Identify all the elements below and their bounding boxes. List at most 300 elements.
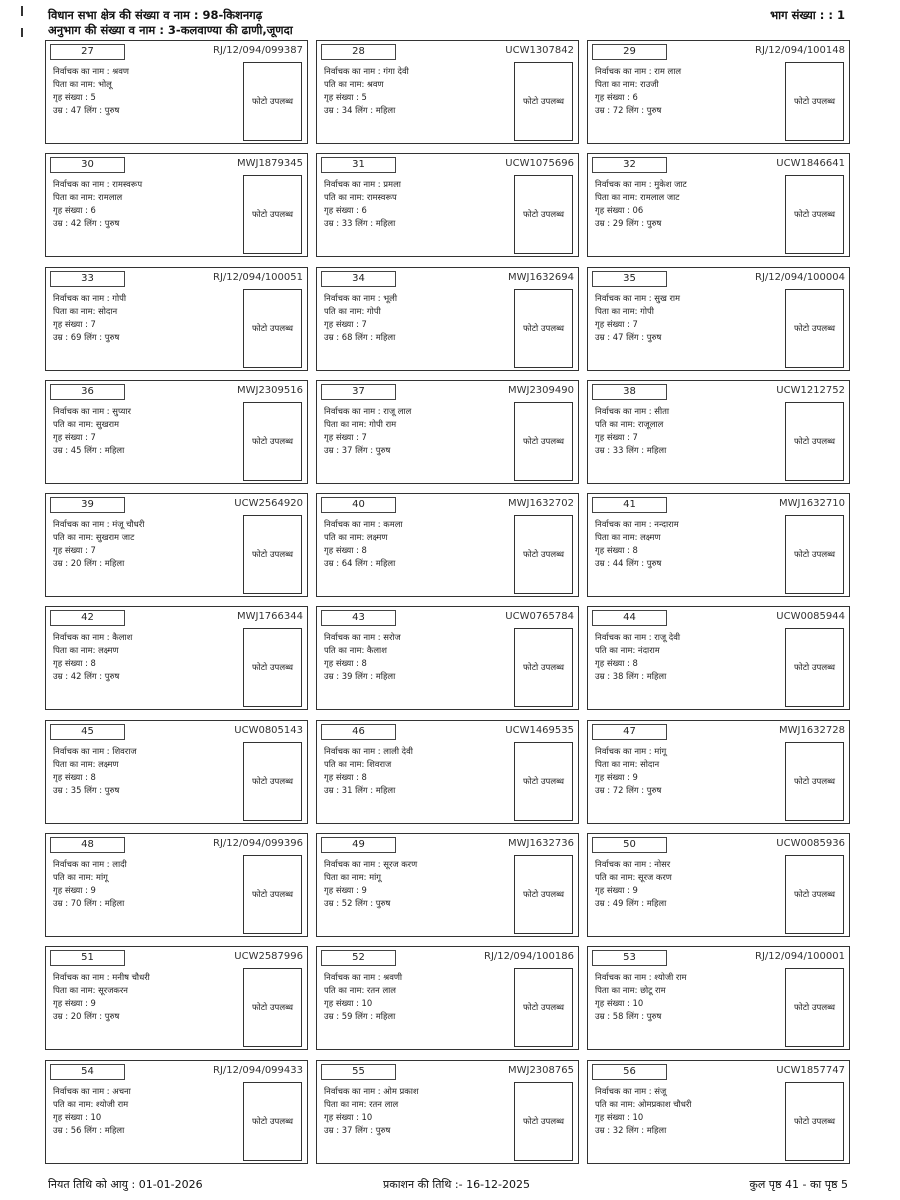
photo-label: फोटो उपलब्ध: [522, 776, 565, 787]
voter-name: निर्वाचक का नाम : कमला: [324, 519, 403, 530]
relative-name: पति का नाम: मांगू: [53, 872, 108, 883]
voter-details: [53, 292, 126, 344]
house-number: गृह संख्या : 10: [595, 998, 644, 1009]
epic-number: MWJ2308765: [507, 1064, 574, 1076]
house-number: गृह संख्या : 8: [53, 658, 96, 669]
voter-card: [316, 380, 579, 484]
epic-number: UCW1857747: [776, 1064, 845, 1076]
age-gender: उम्र : 29 लिंग : पुरुष: [595, 218, 662, 229]
relative-name: पति का नाम: गोपी: [324, 305, 381, 316]
house-number: गृह संख्या : 5: [324, 92, 367, 102]
voter-card: [316, 493, 579, 597]
serial-number: 44: [592, 610, 667, 626]
relative-name: पिता का नाम: राउजी: [595, 79, 659, 89]
epic-number: MWJ1879345: [236, 158, 303, 170]
voter-name: निर्वाचक का नाम : मांगू: [595, 745, 667, 756]
serial-number: 41: [592, 497, 667, 513]
voter-details: [53, 518, 144, 570]
house-number: गृह संख्या : 7: [324, 318, 367, 329]
age-gender: उम्र : 72 लिंग : पुरुष: [595, 105, 662, 115]
voter-card: [587, 833, 850, 937]
voter-details: [324, 631, 401, 683]
photo-box: [785, 855, 844, 934]
serial-number: 47: [592, 724, 667, 740]
age-gender: उम्र : 34 लिंग : महिला: [324, 105, 396, 115]
epic-number: RJ/12/094/100051: [213, 271, 303, 283]
epic-number: RJ/12/094/100001: [755, 951, 845, 963]
serial-number: 28: [321, 44, 396, 60]
relative-name: पिता का नाम: छोटू राम: [595, 985, 666, 996]
age-gender: उम्र : 42 लिंग : पुरुष: [53, 671, 120, 682]
serial-number: 43: [321, 610, 396, 626]
photo-box: [785, 1082, 844, 1161]
age-gender: उम्र : 33 लिंग : महिला: [595, 444, 667, 455]
voter-card: [45, 946, 308, 1050]
voter-details: [324, 858, 417, 910]
photo-label: फोटो उपलब्ध: [793, 210, 836, 221]
photo-box: [243, 1082, 302, 1161]
photo-label: फोटो उपलब्ध: [793, 436, 836, 447]
epic-number: MWJ2309516: [236, 384, 303, 396]
house-number: गृह संख्या : 8: [53, 771, 96, 782]
age-gender: उम्र : 49 लिंग : महिला: [595, 898, 667, 909]
voter-details: [595, 518, 679, 570]
house-number: गृह संख्या : 9: [53, 998, 96, 1009]
relative-name: पति का नाम: ओमप्रकाश चौधरी: [595, 1098, 692, 1109]
serial-number: 50: [592, 837, 667, 853]
epic-number: RJ/12/094/099387: [213, 45, 303, 56]
photo-box: [514, 289, 573, 368]
photo-label: फोटो उपलब्ध: [251, 323, 294, 334]
voter-card: [45, 833, 308, 937]
photo-label: फोटो उपलब्ध: [522, 1116, 565, 1127]
voter-details: [324, 65, 409, 117]
edge-mark: [21, 6, 23, 16]
age-gender: उम्र : 47 लिंग : पुरुष: [595, 331, 662, 342]
relative-name: पति का नाम: श्योजी राम: [53, 1098, 129, 1109]
photo-box: [514, 62, 573, 141]
voter-card: [587, 720, 850, 824]
serial-number: 32: [592, 157, 667, 173]
photo-box: [785, 289, 844, 368]
house-number: गृह संख्या : 9: [53, 885, 96, 896]
voter-card: [587, 267, 850, 371]
photo-label: फोटो उपलब्ध: [251, 436, 294, 447]
voter-name: निर्वाचक का नाम : राजू लाल: [324, 405, 412, 416]
relative-name: पिता का नाम: सोदान: [595, 758, 660, 769]
voter-card: [587, 153, 850, 257]
edge-mark: [21, 28, 23, 37]
relative-name: पिता का नाम: मांगू: [324, 872, 381, 883]
relative-name: पिता का नाम: लक्ष्मण: [53, 758, 119, 769]
relative-name: पति का नाम: रतन लाल: [324, 985, 396, 996]
age-gender: उम्र : 58 लिंग : पुरुष: [595, 1011, 662, 1022]
voter-name: निर्वाचक का नाम : गोपी: [53, 292, 127, 303]
house-number: गृह संख्या : 7: [324, 431, 367, 442]
photo-box: [243, 628, 302, 707]
age-gender: उम्र : 45 लिंग : महिला: [53, 444, 125, 455]
photo-label: फोटो उपलब्ध: [522, 663, 565, 674]
epic-number: MWJ1632736: [507, 838, 574, 850]
epic-number: UCW1075696: [505, 158, 574, 170]
epic-number: UCW2587996: [234, 951, 303, 963]
voter-card: [316, 946, 579, 1050]
photo-label: फोटो उपलब्ध: [251, 776, 294, 787]
epic-number: MWJ1632728: [778, 724, 845, 736]
voter-card: [587, 493, 850, 597]
voter-details: [595, 745, 666, 797]
photo-label: फोटो उपलब्ध: [793, 776, 836, 787]
epic-number: UCW1846641: [776, 158, 845, 170]
house-number: गृह संख्या : 7: [53, 545, 96, 556]
photo-label: फोटो उपलब्ध: [522, 550, 565, 561]
age-gender: उम्र : 20 लिंग : पुरुष: [53, 1011, 120, 1022]
photo-box: [243, 402, 302, 481]
voter-name: निर्वाचक का नाम : श्रवणी: [324, 972, 403, 983]
epic-number: UCW0805143: [234, 724, 303, 736]
age-gender: उम्र : 59 लिंग : महिला: [324, 1011, 396, 1022]
age-gender: उम्र : 72 लिंग : पुरुष: [595, 784, 662, 795]
publication-date: प्रकाशन की तिथि :- 16-12-2025: [383, 1178, 531, 1191]
voter-name: निर्वाचक का नाम : राम लाल: [595, 66, 682, 76]
photo-box: [243, 289, 302, 368]
voter-card: [45, 606, 308, 710]
voter-name: निर्वाचक का नाम : मंजू चौधरी: [53, 519, 145, 530]
relative-name: पिता का नाम: गोपी राम: [324, 418, 397, 429]
serial-number: 48: [50, 837, 125, 853]
epic-number: UCW0085944: [776, 611, 845, 623]
voter-name: निर्वाचक का नाम : राजू देवी: [595, 632, 681, 643]
voter-details: [324, 405, 411, 457]
voter-card: [45, 380, 308, 484]
serial-number: 30: [50, 157, 125, 173]
epic-number: RJ/12/094/100148: [755, 45, 845, 56]
epic-number: UCW0085936: [776, 838, 845, 850]
serial-number: 49: [321, 837, 396, 853]
photo-label: फोटो उपलब्ध: [251, 550, 294, 561]
voter-name: निर्वाचक का नाम : सीता: [595, 405, 670, 416]
serial-number: 37: [321, 384, 396, 400]
voter-details: [324, 178, 401, 230]
photo-box: [785, 402, 844, 481]
serial-number: 55: [321, 1064, 396, 1080]
voter-name: निर्वाचक का नाम : अचना: [53, 1085, 131, 1096]
serial-number: 36: [50, 384, 125, 400]
photo-box: [785, 628, 844, 707]
voter-name: निर्वाचक का नाम : श्रवण: [53, 66, 129, 76]
photo-box: [514, 1082, 573, 1161]
house-number: गृह संख्या : 9: [324, 885, 367, 896]
photo-label: फोटो उपलब्ध: [522, 890, 565, 901]
voter-name: निर्वाचक का नाम : सूरज करण: [324, 859, 418, 870]
photo-box: [243, 742, 302, 821]
house-number: गृह संख्या : 7: [595, 431, 638, 442]
serial-number: 40: [321, 497, 396, 513]
age-gender: उम्र : 31 लिंग : महिला: [324, 784, 396, 795]
photo-label: फोटो उपलब्ध: [793, 323, 836, 334]
serial-number: 45: [50, 724, 125, 740]
voter-card: [587, 946, 850, 1050]
serial-number: 42: [50, 610, 125, 626]
photo-label: फोटो उपलब्ध: [793, 890, 836, 901]
photo-label: फोटो उपलब्ध: [522, 97, 565, 107]
photo-box: [514, 515, 573, 594]
voter-details: [324, 518, 403, 570]
house-number: गृह संख्या : 9: [595, 771, 638, 782]
voter-name: निर्वाचक का नाम : ओम प्रकाश: [324, 1085, 419, 1096]
house-number: गृह संख्या : 7: [53, 318, 96, 329]
voter-name: निर्वाचक का नाम : सुख राम: [595, 292, 681, 303]
page-info: कुल पृष्ठ 41 - का पृष्ठ 5: [749, 1178, 848, 1191]
photo-label: फोटो उपलब्ध: [251, 663, 294, 674]
age-gender: उम्र : 38 लिंग : महिला: [595, 671, 667, 682]
epic-number: MWJ1766344: [236, 611, 303, 623]
relative-name: पति का नाम: सुखराम: [53, 418, 120, 429]
photo-label: फोटो उपलब्ध: [793, 1116, 836, 1127]
epic-number: MWJ1632694: [507, 271, 574, 283]
voter-card: [316, 267, 579, 371]
serial-number: 31: [321, 157, 396, 173]
age-gender: उम्र : 42 लिंग : पुरुष: [53, 218, 120, 229]
voter-card: [316, 833, 579, 937]
photo-box: [514, 402, 573, 481]
age-gender: उम्र : 39 लिंग : महिला: [324, 671, 396, 682]
age-gender: उम्र : 44 लिंग : पुरुष: [595, 558, 662, 569]
house-number: गृह संख्या : 8: [595, 658, 638, 669]
serial-number: 29: [592, 44, 667, 60]
qualifying-date: नियत तिथि को आयु : 01-01-2026: [48, 1178, 203, 1191]
age-gender: उम्र : 69 लिंग : पुरुष: [53, 331, 120, 342]
serial-number: 51: [50, 950, 125, 966]
serial-number: 46: [321, 724, 396, 740]
photo-box: [514, 628, 573, 707]
age-gender: उम्र : 56 लिंग : महिला: [53, 1124, 125, 1135]
photo-box: [785, 62, 844, 141]
voter-card: [45, 493, 308, 597]
age-gender: उम्र : 37 लिंग : पुरुष: [324, 1124, 391, 1135]
voter-details: [595, 65, 681, 117]
section-title: अनुभाग की संख्या व नाम : 3-कलवाण्या की ढाणी,जूणदा: [48, 23, 293, 37]
photo-label: फोटो उपलब्ध: [251, 210, 294, 221]
photo-label: फोटो उपलब्ध: [522, 436, 565, 447]
voter-details: [53, 745, 137, 797]
photo-label: फोटो उपलब्ध: [793, 663, 836, 674]
photo-label: फोटो उपलब्ध: [522, 1003, 565, 1014]
age-gender: उम्र : 70 लिंग : महिला: [53, 898, 125, 909]
voter-details: [53, 405, 131, 457]
voter-name: निर्वाचक का नाम : नन्दाराम: [595, 519, 679, 530]
epic-number: MWJ1632702: [507, 498, 574, 510]
house-number: गृह संख्या : 10: [53, 1111, 102, 1122]
photo-box: [785, 742, 844, 821]
voter-details: [324, 292, 397, 344]
photo-box: [243, 968, 302, 1047]
serial-number: 27: [50, 44, 125, 60]
relative-name: पिता का नाम: लक्ष्मण: [53, 645, 119, 656]
age-gender: उम्र : 35 लिंग : पुरुष: [53, 784, 120, 795]
photo-label: फोटो उपलब्ध: [251, 1116, 294, 1127]
relative-name: पिता का नाम: सूरजकरन: [53, 985, 128, 996]
relative-name: पिता का नाम: सोदान: [53, 305, 118, 316]
epic-number: RJ/12/094/099396: [213, 838, 303, 850]
photo-box: [514, 855, 573, 934]
age-gender: उम्र : 68 लिंग : महिला: [324, 331, 396, 342]
part-number: भाग संख्या : : 1: [770, 8, 845, 22]
voter-details: [595, 971, 687, 1023]
photo-label: फोटो उपलब्ध: [251, 97, 294, 107]
voter-details: [53, 178, 142, 230]
house-number: गृह संख्या : 10: [324, 1111, 373, 1122]
serial-number: 38: [592, 384, 667, 400]
voter-details: [595, 405, 669, 457]
relative-name: पिता का नाम: रामलाल: [53, 192, 123, 203]
voter-name: निर्वाचक का नाम : शिवराज: [53, 745, 137, 756]
voter-card: [45, 153, 308, 257]
voter-name: निर्वाचक का नाम : रामस्वरूप: [53, 179, 143, 190]
voter-name: निर्वाचक का नाम : कैलाश: [53, 632, 133, 643]
house-number: गृह संख्या : 6: [324, 205, 367, 216]
epic-number: UCW1307842: [505, 45, 574, 56]
epic-number: MWJ1632710: [778, 498, 845, 510]
house-number: गृह संख्या : 5: [53, 92, 96, 102]
serial-number: 39: [50, 497, 125, 513]
voter-card: [587, 380, 850, 484]
epic-number: UCW1212752: [776, 384, 845, 396]
epic-number: UCW2564920: [234, 498, 303, 510]
photo-box: [785, 515, 844, 594]
voter-name: निर्वाचक का नाम : सरोज: [324, 632, 401, 643]
photo-box: [243, 175, 302, 254]
voter-name: निर्वाचक का नाम : लादी: [53, 859, 127, 870]
house-number: गृह संख्या : 7: [595, 318, 638, 329]
voter-card: [587, 1060, 850, 1164]
age-gender: उम्र : 52 लिंग : पुरुष: [324, 898, 391, 909]
voter-name: निर्वाचक का नाम : प्रमला: [324, 179, 401, 190]
photo-label: फोटो उपलब्ध: [793, 97, 836, 107]
voter-name: निर्वाचक का नाम : नोसर: [595, 859, 671, 870]
voter-details: [595, 1085, 691, 1137]
house-number: गृह संख्या : 9: [595, 885, 638, 896]
serial-number: 35: [592, 271, 667, 287]
voter-name: निर्वाचक का नाम : मुकेश जाट: [595, 179, 687, 190]
relative-name: पिता का नाम: लक्ष्मण: [595, 532, 661, 543]
voter-details: [324, 745, 413, 797]
relative-name: पिता का नाम: गोपी: [595, 305, 654, 316]
age-gender: उम्र : 64 लिंग : महिला: [324, 558, 396, 569]
photo-box: [243, 62, 302, 141]
photo-label: फोटो उपलब्ध: [793, 1003, 836, 1014]
voter-card: [45, 720, 308, 824]
photo-box: [514, 968, 573, 1047]
age-gender: उम्र : 37 लिंग : पुरुष: [324, 444, 391, 455]
house-number: गृह संख्या : 8: [595, 545, 638, 556]
photo-label: फोटो उपलब्ध: [522, 210, 565, 221]
photo-box: [514, 742, 573, 821]
age-gender: उम्र : 33 लिंग : महिला: [324, 218, 396, 229]
relative-name: पिता का नाम: रामलाल जाट: [595, 192, 680, 203]
relative-name: पति का नाम: सुखराम जाट: [53, 532, 135, 543]
house-number: गृह संख्या : 8: [324, 658, 367, 669]
relative-name: पति का नाम: नंदाराम: [595, 645, 660, 656]
relative-name: पति का नाम: रामस्वरूप: [324, 192, 397, 203]
voter-name: निर्वाचक का नाम : लाली देवी: [324, 745, 413, 756]
voter-card: [316, 40, 579, 144]
voter-name: निर्वाचक का नाम : गंगा देवी: [324, 66, 409, 76]
epic-number: UCW0765784: [505, 611, 574, 623]
photo-label: फोटो उपलब्ध: [793, 550, 836, 561]
age-gender: उम्र : 20 लिंग : महिला: [53, 558, 125, 569]
voter-details: [595, 631, 680, 683]
age-gender: उम्र : 32 लिंग : महिला: [595, 1124, 667, 1135]
house-number: गृह संख्या : 10: [324, 998, 373, 1009]
serial-number: 33: [50, 271, 125, 287]
voter-details: [595, 858, 672, 910]
relative-name: पति का नाम: लक्ष्मण: [324, 532, 388, 543]
serial-number: 56: [592, 1064, 667, 1080]
photo-box: [243, 855, 302, 934]
house-number: गृह संख्या : 10: [595, 1111, 644, 1122]
voter-card: [587, 40, 850, 144]
voter-card: [45, 40, 308, 144]
photo-box: [785, 968, 844, 1047]
voter-details: [595, 292, 680, 344]
voter-details: [53, 65, 129, 117]
relative-name: पति का नाम: कैलाश: [324, 645, 387, 656]
voter-card: [316, 153, 579, 257]
relative-name: पति का नाम: श्रवण: [324, 79, 384, 89]
house-number: गृह संख्या : 7: [53, 431, 96, 442]
relative-name: पिता का नाम: रतन लाल: [324, 1098, 399, 1109]
photo-label: फोटो उपलब्ध: [251, 1003, 294, 1014]
voter-card: [316, 720, 579, 824]
serial-number: 52: [321, 950, 396, 966]
epic-number: RJ/12/094/100004: [755, 271, 845, 283]
voter-card: [316, 606, 579, 710]
serial-number: 53: [592, 950, 667, 966]
photo-box: [785, 175, 844, 254]
photo-box: [243, 515, 302, 594]
epic-number: UCW1469535: [505, 724, 574, 736]
house-number: गृह संख्या : 6: [53, 205, 96, 216]
voter-details: [53, 971, 150, 1023]
voter-details: [324, 1085, 419, 1137]
voter-name: निर्वाचक का नाम : भूली: [324, 292, 398, 303]
epic-number: MWJ2309490: [507, 384, 574, 396]
voter-details: [53, 858, 127, 910]
constituency-title: विधान सभा क्षेत्र की संख्या व नाम : 98-किशनगढ़: [48, 8, 263, 22]
voter-details: [324, 971, 402, 1023]
relative-name: पति का नाम: सूरज करण: [595, 872, 672, 883]
age-gender: उम्र : 47 लिंग : पुरुष: [53, 105, 120, 115]
photo-box: [514, 175, 573, 254]
voter-card: [45, 1060, 308, 1164]
house-number: गृह संख्या : 06: [595, 205, 644, 216]
voter-grid: [45, 40, 860, 1168]
epic-number: RJ/12/094/099433: [213, 1064, 303, 1076]
photo-label: फोटो उपलब्ध: [522, 323, 565, 334]
serial-number: 54: [50, 1064, 125, 1080]
voter-card: [45, 267, 308, 371]
voter-details: [595, 178, 687, 230]
voter-card: [587, 606, 850, 710]
voter-name: निर्वाचक का नाम : मनीष चौधरी: [53, 972, 150, 983]
relative-name: पति का नाम: शिवराज: [324, 758, 392, 769]
voter-details: [53, 631, 132, 683]
relative-name: पिता का नाम: भोलू: [53, 79, 112, 89]
epic-number: RJ/12/094/100186: [484, 951, 574, 963]
relative-name: पति का नाम: राजूलाल: [595, 418, 664, 429]
house-number: गृह संख्या : 6: [595, 92, 638, 102]
